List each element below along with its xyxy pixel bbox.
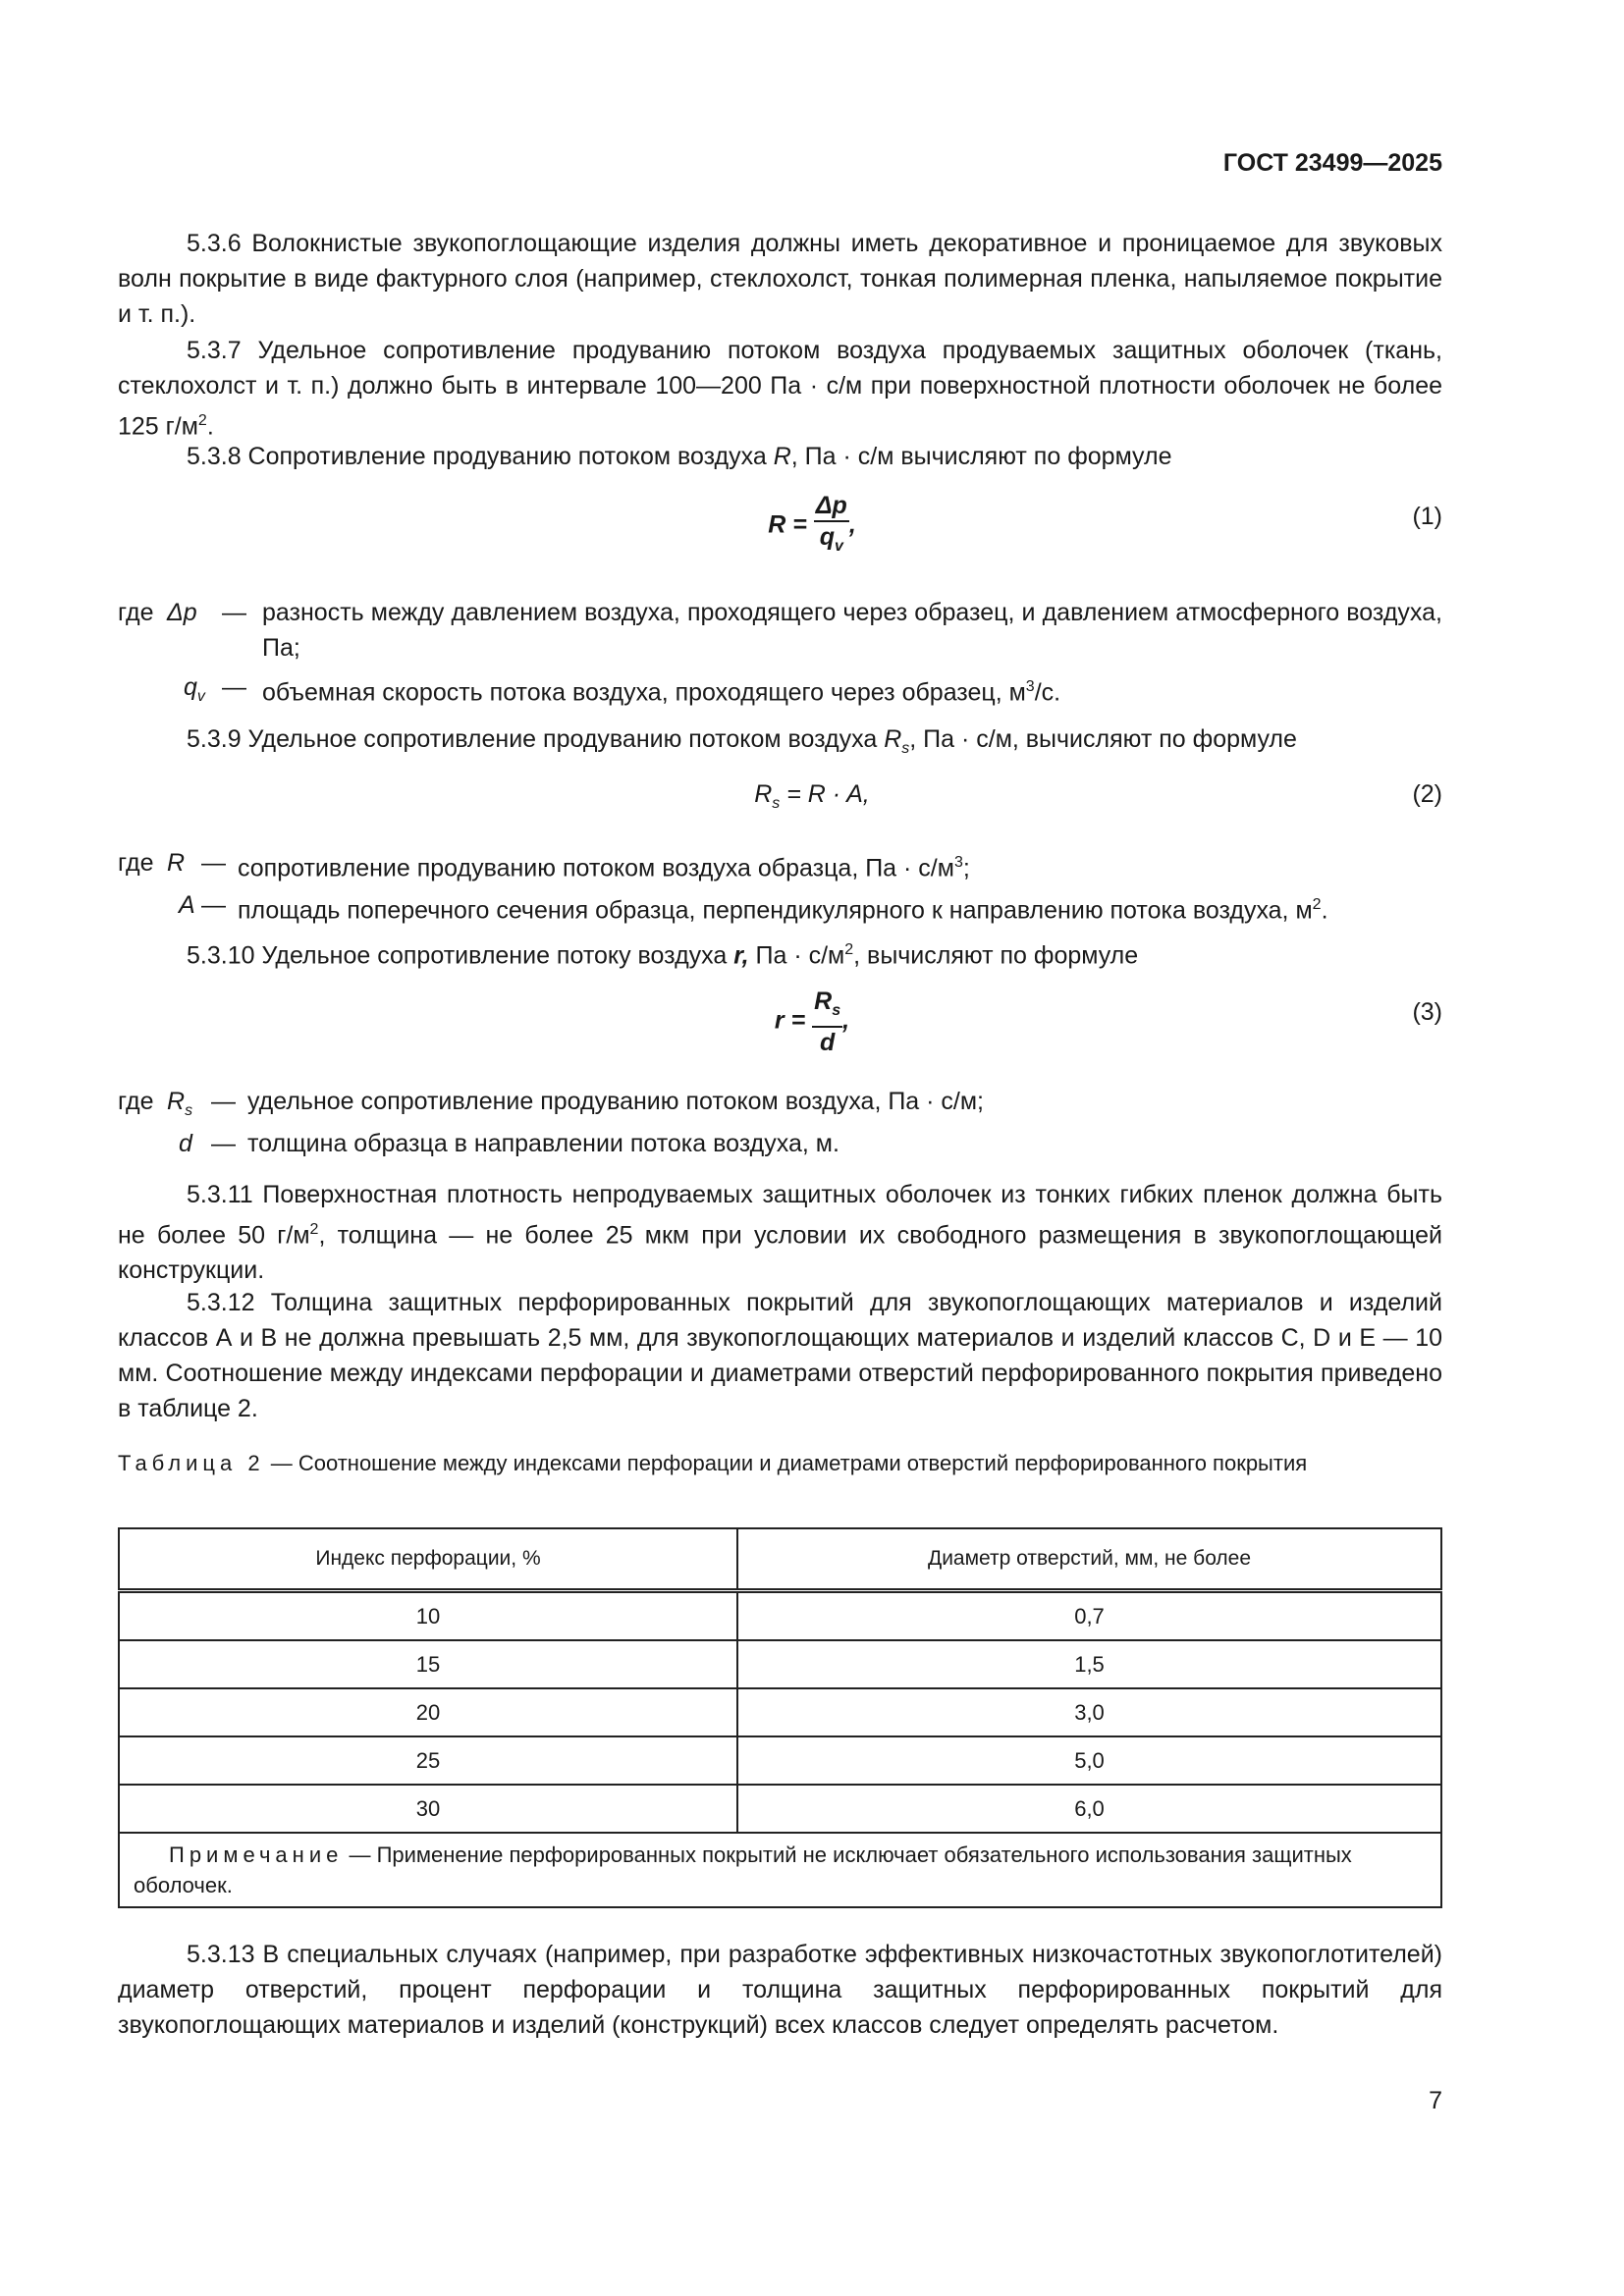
subscript: s xyxy=(772,795,781,812)
where-definition xyxy=(238,887,1328,928)
text: 5.3.9 Удельное сопротивление продуванию потоком воздуха xyxy=(187,725,885,753)
equation-number-1: (1) xyxy=(1412,503,1442,530)
table-note-row xyxy=(119,1833,1441,1907)
text: , толщина — не более 25 мкм при условии их свободного размещения в звукопоглощающей конструкции. xyxy=(118,1221,1442,1285)
text: 5.3.7 Удельное сопротивление продуванию потоком воздуха продуваемых защитных оболочек (ткань, стеклохолст и т. п.) должно быть в интервале 100—200 Па · с/м при поверхностной плотности оболочек не более 125 г/м xyxy=(118,337,1442,441)
text: , Па · с/м вычисляют по формуле xyxy=(790,443,1172,470)
document-header: ГОСТ 23499—2025 xyxy=(1222,149,1442,177)
table-cell: 25 xyxy=(119,1736,737,1785)
table-row xyxy=(119,1640,1441,1688)
superscript: 2 xyxy=(309,1221,319,1238)
equation-number-3: (3) xyxy=(1412,998,1442,1026)
formula-rhs: = R · A, xyxy=(780,780,870,808)
table-cell: 30 xyxy=(119,1785,737,1833)
subscript: v xyxy=(834,538,843,555)
formula-1 xyxy=(0,491,1624,561)
table-note xyxy=(119,1833,1441,1907)
subscript: s xyxy=(901,740,910,757)
paragraph-5-3-9 xyxy=(118,721,1442,767)
paragraph-5-3-8 xyxy=(118,439,1442,474)
formula-lhs: R xyxy=(754,780,773,808)
numerator xyxy=(812,987,842,1028)
note-text: — Применение перфорированных покрытий не исключает обязательного использования защитных оболочек. xyxy=(134,1842,1352,1897)
dash: — xyxy=(222,599,246,626)
text: , Па · с/м, вычисляют по формуле xyxy=(909,725,1297,753)
where-definition: разность между давлением воздуха, проходящего через образец, и давлением атмосферного воздуха, Па; xyxy=(262,599,1442,662)
table-cell: 5,0 xyxy=(737,1736,1441,1785)
table-row xyxy=(119,1785,1441,1833)
caption-label: Таблица 2 xyxy=(118,1451,265,1475)
text: . xyxy=(206,412,214,441)
text: 5.3.8 Сопротивление продуванию потоком воздуха xyxy=(187,443,774,470)
den-var: q xyxy=(819,523,835,551)
punct: , xyxy=(848,510,856,539)
text: объемная скорость потока воздуха, проходящего через образец, м xyxy=(262,678,1026,707)
table-cell: 0,7 xyxy=(737,1591,1441,1641)
table-cell: 3,0 xyxy=(737,1688,1441,1736)
perforation-table xyxy=(118,1527,1442,1908)
table-cell: 1,5 xyxy=(737,1640,1441,1688)
where-definition xyxy=(238,845,970,885)
column-header: Диаметр отверстий, мм, не более xyxy=(737,1528,1441,1591)
equation-number-2: (2) xyxy=(1412,780,1442,808)
note-label: Примечание xyxy=(169,1842,344,1867)
num-var: R xyxy=(814,988,833,1015)
superscript: 3 xyxy=(1025,678,1035,695)
superscript: 2 xyxy=(1312,896,1322,913)
formula-2 xyxy=(0,780,1624,813)
paragraph-5-3-11 xyxy=(118,1177,1442,1288)
text: сопротивление продуванию потоком воздуха образца, Па · с/м xyxy=(238,854,954,882)
symbol: q xyxy=(184,673,197,701)
where-symbol xyxy=(167,1084,192,1129)
table-row xyxy=(119,1736,1441,1785)
numerator: Δp xyxy=(814,491,849,522)
where-definition: удельное сопротивление продуванию потоком воздуха, Па · с/м; xyxy=(247,1088,984,1115)
subscript: s xyxy=(832,1002,841,1019)
where-definition xyxy=(262,669,1060,710)
column-header: Индекс перфорации, % xyxy=(119,1528,737,1591)
denominator xyxy=(814,522,849,561)
fraction xyxy=(812,987,842,1057)
formula-lhs: r = xyxy=(774,1006,806,1035)
variable: R xyxy=(884,725,902,753)
paragraph-5-3-7 xyxy=(118,333,1442,444)
table-header-row xyxy=(119,1528,1441,1591)
symbol: R xyxy=(167,849,186,877)
dash: — xyxy=(201,891,226,919)
text: 5.3.10 Удельное сопротивление потоку воздуха xyxy=(187,941,734,970)
superscript: 2 xyxy=(197,412,207,429)
formula-lhs: R = xyxy=(768,510,807,539)
dash: — xyxy=(211,1088,236,1115)
where-symbol xyxy=(179,887,195,923)
text: Па · с/м xyxy=(748,941,845,970)
where-symbol xyxy=(184,669,205,715)
subscript: s xyxy=(185,1102,193,1119)
where-lead: где xyxy=(118,849,154,877)
table-caption xyxy=(118,1447,1442,1479)
text: 5.3.11 Поверхностная плотность непродуваемых защитных оболочек из тонких гибких пленок должна быть не более 50 г/м xyxy=(118,1181,1442,1250)
caption-text: — Соотношение между индексами перфорации и диаметрами отверстий перфорированного покрытия xyxy=(270,1451,1308,1475)
paragraph-5-3-6: 5.3.6 Волокнистые звукопоглощающие изделия должны иметь декоративное и проницаемое для звуковых волн покрытие в виде фактурного слоя (например, стеклохолст, тонкая полимерная пленка, напыляемое покрытие и т. п.). xyxy=(118,230,1442,328)
paragraph-5-3-13: 5.3.13 В специальных случаях (например, при разработке эффективных низкочастотных звукопоглотителей) диаметр отверстий, процент перфорации и толщина защитных перфорированных покрытий для звукопоглощающих материалов и изделий (конструкций) всех классов следует определять расчетом. xyxy=(118,1941,1442,2039)
table-row xyxy=(119,1591,1441,1641)
where-lead: где xyxy=(118,1088,154,1115)
variable: r, xyxy=(733,941,749,970)
text: . xyxy=(1321,896,1328,925)
symbol: A xyxy=(179,891,195,919)
text: , вычисляют по формуле xyxy=(853,941,1139,970)
symbol: Δp xyxy=(167,599,197,626)
page-number: 7 xyxy=(1429,2087,1442,2114)
where-symbol xyxy=(179,1126,192,1161)
text: /с. xyxy=(1034,678,1061,707)
punct: , xyxy=(842,1006,850,1035)
variable: R xyxy=(773,443,791,470)
where-lead: где xyxy=(118,599,154,626)
paragraph-5-3-12: 5.3.12 Толщина защитных перфорированных покрытий для звукопоглощающих материалов и изделий классов А и В не должна превышать 2,5 мм, для звукопоглощающих материалов и изделий классов С, D и Е — 10 мм. Соотношение между индексами перфорации и диаметрами отверстий перфорированного покрытия приведено в таблице 2. xyxy=(118,1289,1442,1422)
table-cell: 6,0 xyxy=(737,1785,1441,1833)
subscript: v xyxy=(196,688,205,705)
paragraph-5-3-10 xyxy=(118,933,1442,973)
text: площадь поперечного сечения образца, перпендикулярного к направлению потока воздуха, м xyxy=(238,896,1313,925)
superscript: 3 xyxy=(953,854,963,871)
dash: — xyxy=(201,849,226,877)
denominator: d xyxy=(820,1029,836,1056)
table-cell: 20 xyxy=(119,1688,737,1736)
superscript: 2 xyxy=(844,941,854,958)
table-cell: 15 xyxy=(119,1640,737,1688)
symbol: d xyxy=(179,1130,192,1157)
table-row xyxy=(119,1688,1441,1736)
where-symbol xyxy=(167,595,197,630)
dash: — xyxy=(211,1130,236,1157)
fraction xyxy=(814,491,849,561)
where-symbol xyxy=(167,845,185,881)
table-cell: 10 xyxy=(119,1591,737,1641)
where-definition: толщина образца в направлении потока воздуха, м. xyxy=(247,1130,839,1157)
symbol: R xyxy=(167,1088,186,1115)
dash: — xyxy=(222,673,246,701)
formula-3 xyxy=(0,987,1624,1057)
text: ; xyxy=(962,854,970,882)
